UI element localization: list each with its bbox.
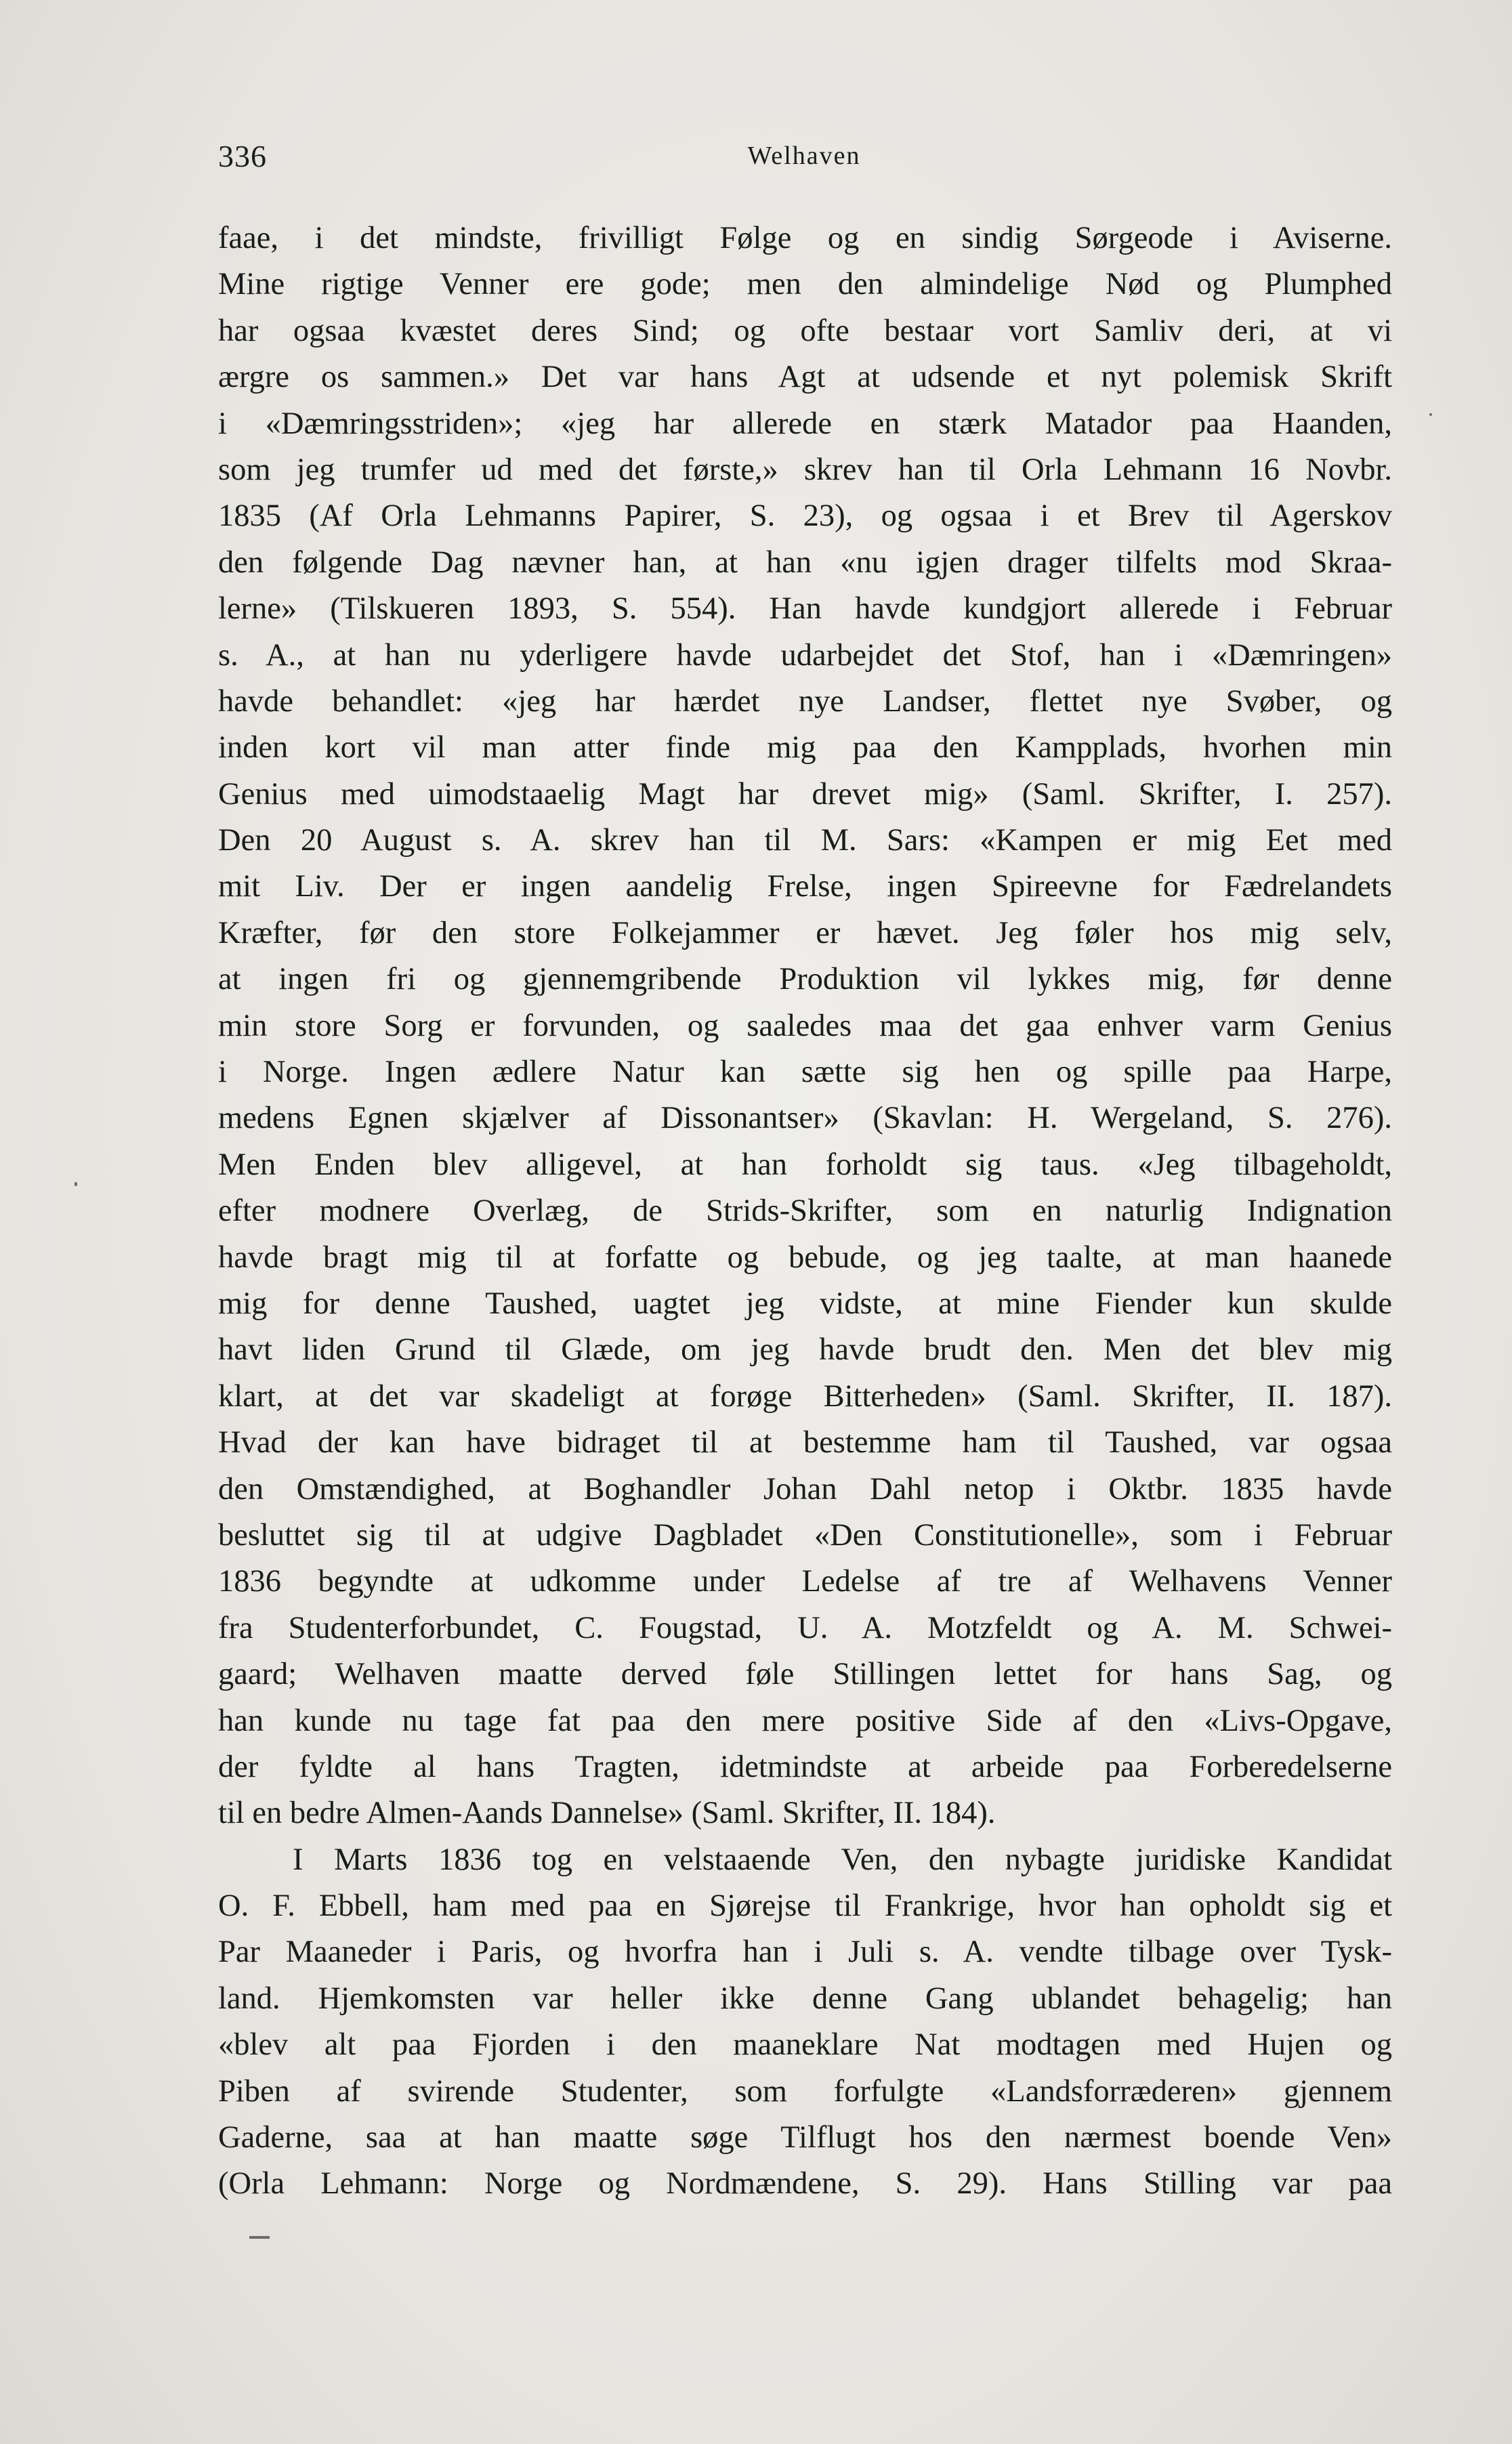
text-line: faae, i det mindste, frivilligt Følge og en sindig Sørgeode i Aviserne. xyxy=(218,221,1392,255)
text-line: s. A., at han nu yderligere havde udarbejdet det Stof, han i «Dæmringen» xyxy=(218,637,1392,673)
text-line: i Norge. Ingen ædlere Natur kan sætte sig hen og spille paa Harpe, xyxy=(218,1055,1392,1090)
text-line: at ingen fri og gjennemgribende Produktion vil lykkes mig, før denne xyxy=(218,962,1392,997)
text-line: klart, at det var skadeligt at forøge Bitterheden» (Saml. Skrifter, II. 187). xyxy=(218,1378,1392,1414)
text-line: inden kort vil man atter finde mig paa den Kampplads, hvorhen min xyxy=(218,730,1392,765)
text-line: efter modnere Overlæg, de Strids-Skrifter, som en naturlig Indignation xyxy=(218,1194,1392,1229)
text-line: Hvad der kan have bidraget til at bestemme ham til Taushed, var ogsaa xyxy=(218,1425,1392,1460)
text-line: 1836 begyndte at udkomme under Ledelse af tre af Welhavens Venner xyxy=(218,1564,1392,1599)
text-line: lerne» (Tilskueren 1893, S. 554). Han havde kundgjort allerede i Februar xyxy=(218,591,1392,627)
text-line: Mine rigtige Venner ere gode; men den almindelige Nød og Plumphed xyxy=(218,267,1392,302)
text-line: i «Dæmringsstriden»; «jeg har allerede en stærk Matador paa Haanden, xyxy=(218,406,1392,441)
text-line: mit Liv. Der er ingen aandelig Frelse, ingen Spireevne for Fædrelandets xyxy=(218,869,1392,904)
ink-speck xyxy=(1429,413,1432,416)
text-line: havde bragt mig til at forfatte og bebude, og jeg taalte, at man haanede xyxy=(218,1240,1392,1275)
text-line: havt liden Grund til Glæde, om jeg havde brudt den. Men det blev mig xyxy=(218,1332,1392,1368)
text-line: besluttet sig til at udgive Dagbladet «Den Constitutionelle», som i Februar xyxy=(218,1517,1392,1553)
text-line: Piben af svirende Studenter, som forfulgte «Landsforræderen» gjennem xyxy=(218,2073,1392,2109)
text-line: Par Maaneder i Paris, og hvorfra han i Juli s. A. vendte tilbage over Tysk- xyxy=(218,1935,1392,1970)
text-line: gaard; Welhaven maatte derved føle Stillingen lettet for hans Sag, og xyxy=(218,1657,1392,1692)
page-header xyxy=(218,133,1390,187)
text-line: (Orla Lehmann: Norge og Nordmændene, S. 29). Hans Stilling var paa xyxy=(218,2166,1392,2201)
text-line: Den 20 August s. A. skrev han til M. Sars: «Kampen er mig Eet med xyxy=(218,823,1392,858)
text-line: ærgre os sammen.» Det var hans Agt at udsende et nyt polemisk Skrift xyxy=(218,360,1392,395)
running-head: Welhaven xyxy=(747,142,861,170)
text-line: «blev alt paa Fjorden i den maaneklare Nat modtagen med Hujen og xyxy=(218,2027,1392,2063)
text-line: O. F. Ebbell, ham med paa en Sjørejse til Frankrige, hvor han opholdt sig et xyxy=(218,1889,1392,1924)
text-line: 1835 (Af Orla Lehmanns Papirer, S. 23), og ogsaa i et Brev til Agerskov xyxy=(218,499,1392,534)
text-line: han kunde nu tage fat paa den mere positive Side af den «Livs-Opgave, xyxy=(218,1703,1392,1738)
page-number: 336 xyxy=(218,139,267,173)
text-line: min store Sorg er forvunden, og saaledes maa det gaa enhver varm Genius xyxy=(218,1008,1392,1043)
text-line: medens Egnen skjælver af Dissonantser» (Skavlan: H. Wergeland, S. 276). xyxy=(218,1101,1392,1136)
ink-speck xyxy=(75,1182,77,1186)
text-line: der fyldte al hans Tragten, idetmindste at arbeide paa Forberedelserne xyxy=(218,1749,1392,1784)
text-line: mig for denne Taushed, uagtet jeg vidste, at mine Fiender kun skulde xyxy=(218,1286,1392,1321)
text-line: til en bedre Almen-Aands Dannelse» (Saml. Skrifter, II. 184). xyxy=(218,1796,996,1831)
text-line: Gaderne, saa at han maatte søge Tilflugt hos den nærmest boende Ven» xyxy=(218,2120,1392,2155)
text-line: den følgende Dag nævner han, at han «nu igjen drager tilfelts mod Skraa- xyxy=(218,545,1392,580)
ink-mark xyxy=(249,2236,270,2239)
text-line: Men Enden blev alligevel, at han forholdt sig taus. «Jeg tilbageholdt, xyxy=(218,1147,1392,1182)
text-line: havde behandlet: «jeg har hærdet nye Landser, flettet nye Svøber, og xyxy=(218,683,1392,719)
text-line: har ogsaa kvæstet deres Sind; og ofte bestaar vort Samliv deri, at vi xyxy=(218,313,1392,348)
text-line: I Marts 1836 tog en velstaaende Ven, den nybagte juridiske Kandidat xyxy=(293,1842,1392,1877)
text-line: som jeg trumfer ud med det første,» skrev han til Orla Lehmann 16 Novbr. xyxy=(218,452,1392,487)
text-line: Kræfter, før den store Folkejammer er hævet. Jeg føler hos mig selv, xyxy=(218,915,1392,950)
body-text xyxy=(218,215,1392,2208)
text-line: land. Hjemkomsten var heller ikke denne Gang ublandet behagelig; han xyxy=(218,1981,1392,2016)
text-line: fra Studenterforbundet, C. Fougstad, U. A. Motzfeldt og A. M. Schwei- xyxy=(218,1610,1392,1645)
text-line: den Omstændighed, at Boghandler Johan Dahl netop i Oktbr. 1835 havde xyxy=(218,1471,1392,1507)
text-line: Genius med uimodstaaelig Magt har drevet mig» (Saml. Skrifter, I. 257). xyxy=(218,776,1392,812)
